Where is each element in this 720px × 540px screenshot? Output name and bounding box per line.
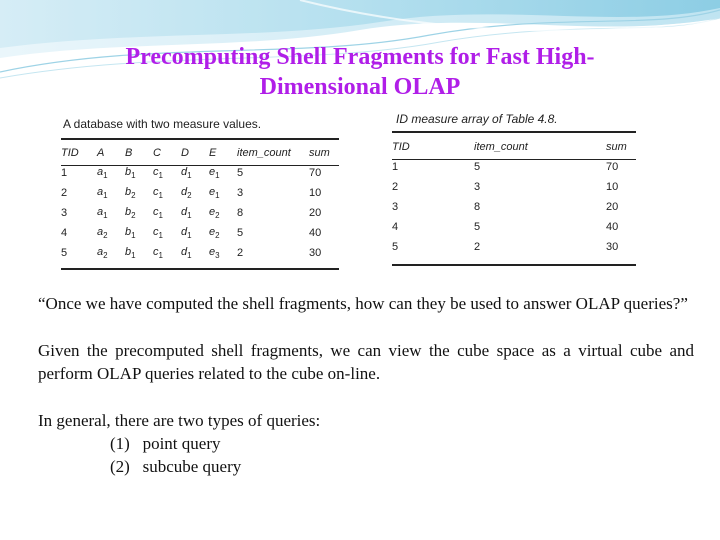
table1-cell: $d_1$: [181, 245, 192, 261]
table1-cell: 10: [309, 187, 322, 199]
table1-cell: $e_2$: [209, 225, 220, 241]
answer-paragraph: Given the precomputed shell fragments, we can view the cube space as a virtual cube and perform OLAP queries related to the cube on-line.: [38, 341, 694, 383]
table-row: [61, 223, 339, 243]
table1-cell: $b_2$: [125, 205, 136, 221]
table1-cell: $d_1$: [181, 205, 192, 221]
table1-cell: $d_1$: [181, 225, 192, 241]
table1-header-cell: B: [125, 147, 133, 159]
slide-body: [38, 292, 694, 478]
slide-title: [60, 42, 660, 102]
table1-cell: $a_2$: [97, 225, 108, 241]
table1-cell: $b_2$: [125, 185, 136, 201]
table1-header-cell: TID: [61, 147, 79, 159]
table1-cell: $b_1$: [125, 165, 136, 181]
table1-cell: 5: [237, 227, 244, 239]
table1-cell: 5: [61, 247, 68, 259]
table2-cell: 2: [474, 241, 481, 253]
table2-cell: 4: [392, 221, 399, 233]
table1-cell: 8: [237, 207, 244, 219]
table-row: [61, 183, 339, 203]
table1-cell: $e_1$: [209, 185, 220, 201]
table1-header-cell: sum: [309, 147, 330, 159]
question-paragraph: “Once we have computed the shell fragments, how can they be used to answer OLAP queries?”: [38, 294, 688, 313]
table2-cell: 30: [606, 241, 619, 253]
table2-cell: 10: [606, 181, 619, 193]
table1-top-rule: [61, 138, 339, 140]
table2-header-cell: sum: [606, 141, 627, 153]
table2-cell: 5: [392, 241, 399, 253]
table-row: [392, 197, 638, 217]
table-row: [392, 157, 638, 177]
table1-cell: $c_1$: [153, 225, 163, 241]
table1-cell: $c_1$: [153, 165, 163, 181]
table2-header-row: [392, 137, 638, 157]
table-row: [392, 177, 638, 197]
table1-caption: A database with two measure values.: [63, 117, 262, 131]
table1-header-cell: D: [181, 147, 189, 159]
table2-header-cell: TID: [392, 141, 410, 153]
table2-header-rule: [392, 159, 636, 160]
table2-cell: 3: [392, 201, 399, 213]
table-row: [392, 217, 638, 237]
list-item: (2) subcube query: [110, 457, 242, 476]
table2-bottom-rule: [392, 264, 636, 266]
table1-header-cell: A: [97, 147, 105, 159]
query-type-list: [38, 432, 694, 478]
table1-cell: $c_1$: [153, 205, 163, 221]
table2-cell: 1: [392, 161, 399, 173]
table2-header-cell: item_count: [474, 141, 528, 153]
table1-cell: $a_2$: [97, 245, 108, 261]
table1-cell: $b_1$: [125, 225, 136, 241]
table2-caption: ID measure array of Table 4.8.: [396, 112, 558, 126]
table2-cell: 8: [474, 201, 481, 213]
table1-header-cell: E: [209, 147, 217, 159]
list-item: (1) point query: [110, 434, 221, 453]
table1-cell: 70: [309, 167, 322, 179]
table2-cell: 20: [606, 201, 619, 213]
table1-cell: 2: [61, 187, 68, 199]
table1-header-rule: [61, 165, 339, 166]
table2-cell: 40: [606, 221, 619, 233]
table1-cell: $a_1$: [97, 165, 108, 181]
table1-cell: 5: [237, 167, 244, 179]
table2: [392, 137, 638, 257]
table1: [61, 143, 339, 263]
measure-array-table-figure: [388, 107, 642, 269]
table1-cell: $e_1$: [209, 165, 220, 181]
table2-cell: 5: [474, 161, 481, 173]
table1-cell: $a_1$: [97, 185, 108, 201]
table1-bottom-rule: [61, 268, 339, 270]
table1-cell: $a_1$: [97, 205, 108, 221]
table-row: [61, 243, 339, 263]
table1-cell: 40: [309, 227, 322, 239]
table1-cell: $d_1$: [181, 165, 192, 181]
table2-top-rule: [392, 131, 636, 133]
table1-cell: 30: [309, 247, 322, 259]
table1-cell: 3: [237, 187, 244, 199]
table1-cell: 3: [61, 207, 68, 219]
intro-paragraph: In general, there are two types of queries:: [38, 411, 321, 430]
database-table-figure: [58, 112, 342, 274]
table1-cell: $e_3$: [209, 245, 220, 261]
table1-cell: 4: [61, 227, 68, 239]
slide-title-line-1: Precomputing Shell Fragments for Fast High-: [125, 44, 595, 70]
table2-cell: 70: [606, 161, 619, 173]
table2-cell: 3: [474, 181, 481, 193]
table1-cell: $b_1$: [125, 245, 136, 261]
table1-header-row: [61, 143, 339, 163]
table2-cell: 2: [392, 181, 399, 193]
table-row: [392, 237, 638, 257]
table1-cell: 2: [237, 247, 244, 259]
table-row: [61, 203, 339, 223]
table1-cell: $c_1$: [153, 245, 163, 261]
table1-cell: $e_2$: [209, 205, 220, 221]
slide-title-line-2: Dimensional OLAP: [259, 74, 461, 100]
table1-cell: 20: [309, 207, 322, 219]
table1-cell: $d_2$: [181, 185, 192, 201]
table1-header-cell: item_count: [237, 147, 291, 159]
table2-cell: 5: [474, 221, 481, 233]
table1-cell: $c_1$: [153, 185, 163, 201]
table-row: [61, 163, 339, 183]
table1-cell: 1: [61, 167, 68, 179]
table1-header-cell: C: [153, 147, 161, 159]
